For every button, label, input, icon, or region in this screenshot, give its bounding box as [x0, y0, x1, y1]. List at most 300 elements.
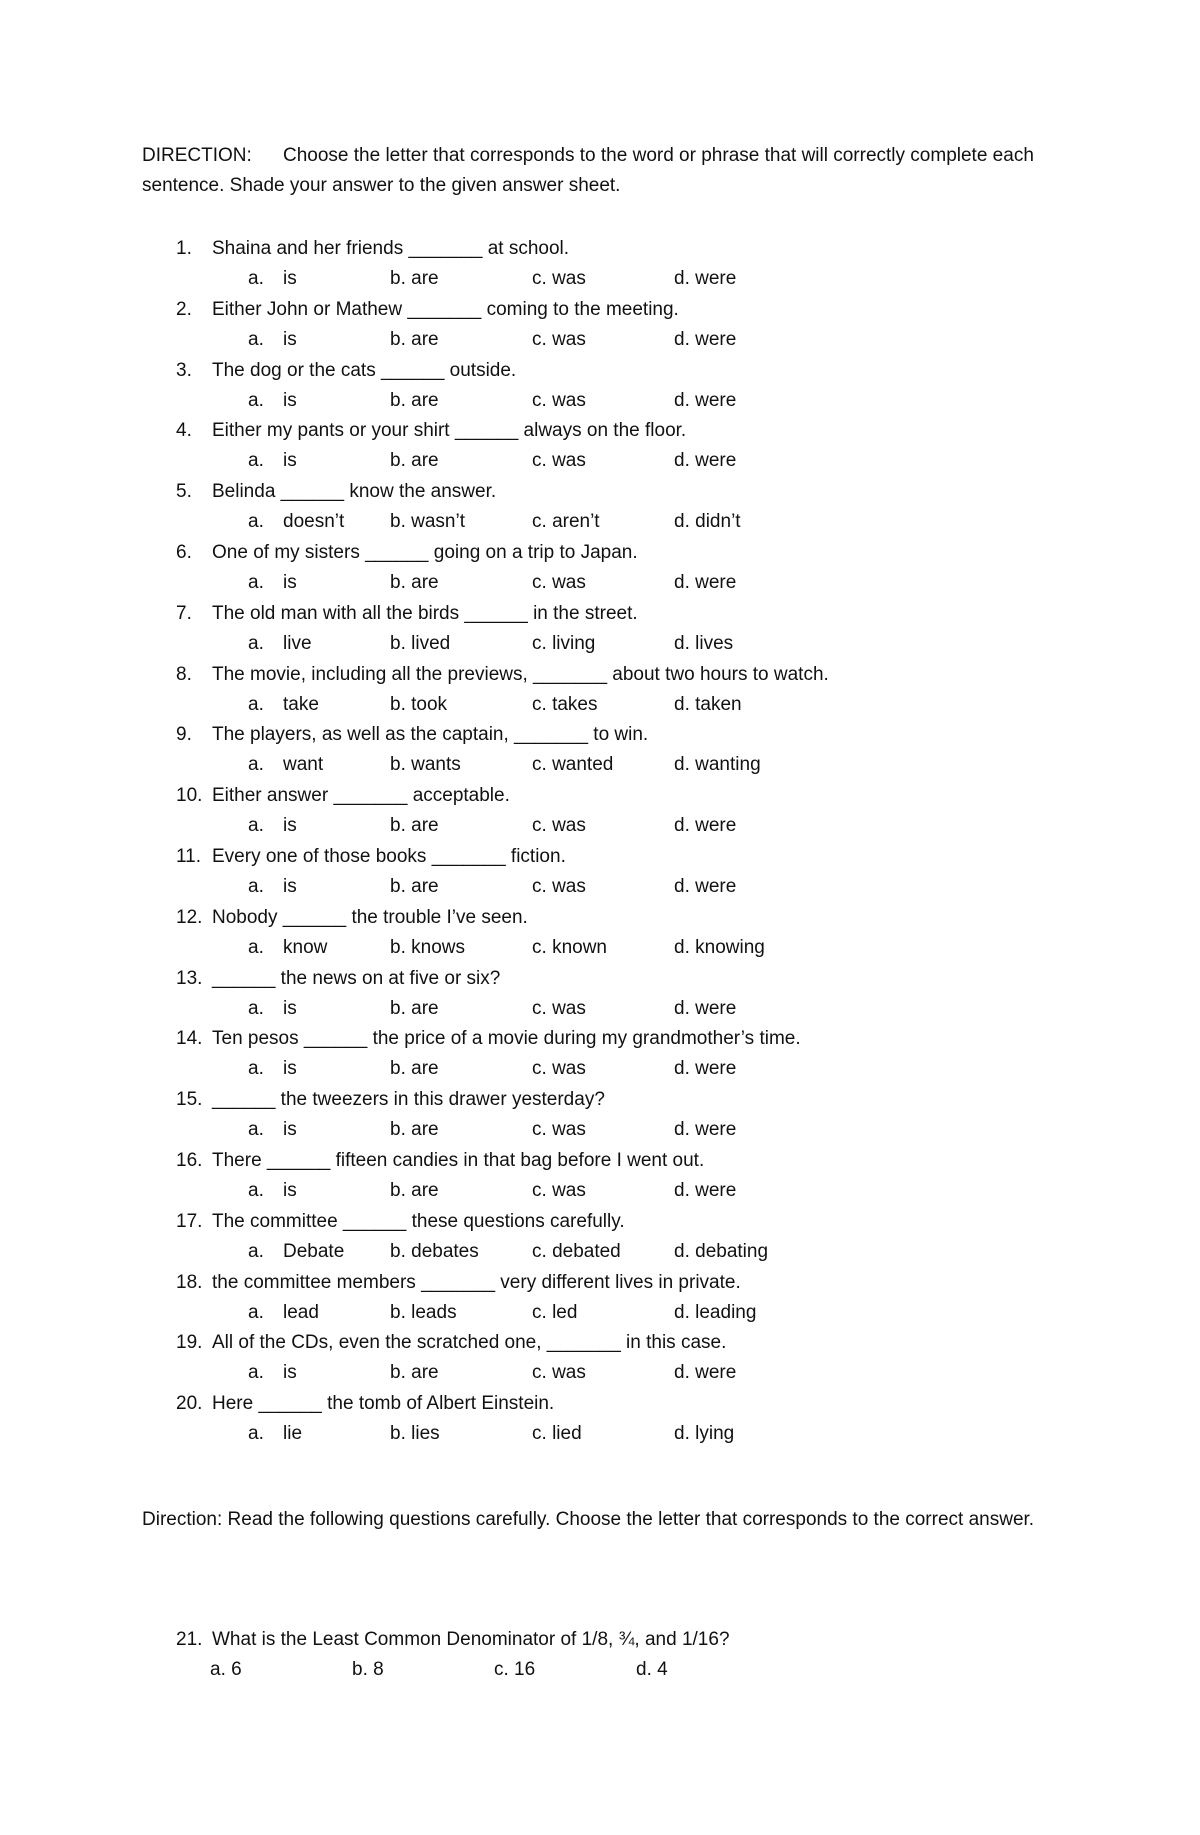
choice-text: were: [695, 815, 737, 837]
direction-label: DIRECTION:: [142, 145, 252, 166]
choice-b: [390, 994, 439, 1024]
choice-a: [248, 1054, 297, 1084]
choice-c: [532, 507, 600, 537]
question-number: 20.: [176, 1393, 203, 1415]
question-text: Ten pesos ______ the price of a movie during my grandmother’s time.: [212, 1028, 801, 1050]
choice-letter: c.: [532, 268, 547, 289]
question-item: [0, 356, 1200, 417]
choice-letter: d.: [674, 815, 690, 837]
question-line: [176, 356, 516, 386]
choice-text: taken: [695, 693, 742, 715]
question-line: [176, 1024, 801, 1054]
choice-letter: a.: [248, 632, 264, 654]
choice-letter: c.: [532, 693, 547, 715]
choice-letter: d.: [674, 511, 690, 533]
question-item: [0, 781, 1200, 842]
question-line: [176, 1625, 730, 1655]
choice-b: [390, 386, 439, 416]
question-item: [0, 295, 1200, 356]
choice-a: [248, 872, 297, 902]
choice-letter: b.: [390, 1362, 406, 1384]
choice-letter: d.: [674, 1423, 690, 1445]
question-text: Nobody ______ the trouble I’ve seen.: [212, 906, 528, 928]
choice-letter: d.: [674, 693, 690, 715]
choice-letter: b.: [390, 875, 406, 897]
choice-d: [674, 750, 761, 780]
choice-letter: c.: [532, 754, 547, 776]
choice-text: lived: [411, 632, 451, 654]
choice-b: [390, 1358, 439, 1388]
choice-text: is: [283, 571, 297, 593]
choice-text: was: [552, 1362, 586, 1384]
choice-text: lying: [695, 1423, 735, 1445]
choice-d: [674, 507, 741, 537]
choice-letter: d.: [674, 571, 690, 593]
choice-text: living: [552, 632, 596, 654]
question-line: [176, 781, 510, 811]
choice-text: was: [552, 815, 586, 837]
choice-b: [390, 1237, 479, 1267]
choice-letter: d.: [674, 875, 690, 897]
choice-a: [248, 690, 319, 720]
question-number: 19.: [176, 1332, 203, 1354]
choice-text: take: [283, 693, 319, 715]
choice-b: [390, 750, 461, 780]
choice-b: [390, 629, 450, 659]
choice-text: were: [695, 571, 737, 593]
choice-a: [248, 1298, 319, 1328]
choice-text: is: [283, 1119, 297, 1141]
choice-letter: a.: [248, 268, 264, 289]
question-line: [176, 1085, 605, 1115]
question-item: [0, 599, 1200, 660]
question-item: [0, 842, 1200, 903]
question-text: All of the CDs, even the scratched one, _______ in this case.: [212, 1332, 727, 1354]
choice-c: [532, 446, 586, 476]
choice-letter: b.: [390, 1240, 406, 1262]
choice-letter: a.: [248, 1240, 264, 1262]
choice-text: was: [552, 450, 586, 472]
choice-text: took: [411, 693, 448, 715]
choice-text: is: [283, 328, 297, 350]
choice-b: b. 8: [352, 1659, 384, 1680]
question-line: [176, 1328, 726, 1358]
choice-a: [248, 750, 323, 780]
question-text: Either John or Mathew _______ coming to the meeting.: [212, 298, 679, 320]
choice-letter: b.: [390, 511, 406, 533]
question-text: The dog or the cats ______ outside.: [212, 359, 517, 381]
choice-b: [390, 1298, 457, 1328]
choice-a: [248, 1237, 344, 1267]
question-line: [176, 416, 686, 446]
choice-c: [532, 811, 586, 841]
choice-c: [532, 1358, 586, 1388]
choice-letter: b.: [390, 1179, 406, 1201]
choice-text: known: [552, 936, 607, 958]
choice-letter: a.: [248, 389, 264, 411]
choice-text: was: [552, 1179, 586, 1201]
choice-letter: a.: [248, 1179, 264, 1201]
choice-letter: d.: [674, 1362, 690, 1384]
choice-text: were: [695, 1119, 737, 1141]
choice-letter: c.: [532, 450, 547, 472]
question-line: [176, 964, 500, 994]
question-list: [0, 234, 1200, 1450]
choice-text: are: [411, 1058, 439, 1080]
choice-letter: c.: [532, 1362, 547, 1384]
choice-text: lie: [283, 1423, 303, 1445]
question-text: There ______ fifteen candies in that bag before I went out.: [212, 1149, 705, 1171]
choice-c: c. 16: [494, 1659, 536, 1680]
choice-text: debated: [552, 1240, 621, 1262]
choice-letter: d.: [674, 936, 690, 958]
direction-instructions-2: Direction: Read the following questions carefully. Choose the letter that corresponds to the correct answer.: [142, 1509, 1035, 1530]
choice-b: [390, 446, 439, 476]
question-text: One of my sisters ______ going on a trip to Japan.: [212, 541, 638, 563]
choice-letter: a.: [248, 815, 264, 837]
choice-text: wants: [411, 754, 461, 776]
choice-letter: d.: [674, 450, 690, 472]
direction-text: Choose the letter that corresponds to the word or phrase that will correctly complete each sentence. Shade your answer to the given answer sheet.: [142, 145, 1034, 196]
choice-letter: d.: [674, 1240, 690, 1262]
choice-text: debating: [695, 1240, 769, 1262]
choice-a: [248, 811, 297, 841]
choice-text: led: [552, 1301, 578, 1323]
question-line: [176, 234, 569, 264]
choice-letter: c.: [532, 389, 547, 411]
choice-a: [248, 568, 297, 598]
choice-text: were: [695, 1058, 737, 1080]
choice-letter: a.: [248, 328, 264, 350]
choice-text: takes: [552, 693, 598, 715]
question-line: [176, 903, 528, 933]
choice-letter: b.: [390, 815, 406, 837]
choice-c: [532, 264, 586, 294]
choice-text: aren’t: [552, 511, 600, 533]
choice-b: [390, 507, 465, 537]
choice-text: was: [552, 389, 586, 411]
choice-c: [532, 994, 586, 1024]
question-number: 17.: [176, 1210, 203, 1232]
question-number: 9.: [176, 724, 192, 746]
choice-b: [390, 1054, 439, 1084]
question-text: Every one of those books _______ fiction.: [212, 845, 566, 867]
choice-c: [532, 325, 586, 355]
choice-letter: b.: [390, 1119, 406, 1141]
choice-letter: c.: [532, 1423, 547, 1445]
choice-c: [532, 1237, 621, 1267]
choice-c: [532, 1419, 582, 1449]
choice-letter: b.: [390, 997, 406, 1019]
question-line: [176, 1389, 554, 1419]
choice-letter: a.: [248, 693, 264, 715]
choice-text: were: [695, 268, 737, 289]
choice-b: [390, 1176, 439, 1206]
choice-text: was: [552, 328, 586, 350]
choice-d: [674, 1115, 736, 1145]
question-text: Either my pants or your shirt ______ always on the floor.: [212, 420, 687, 442]
choice-c: [532, 1115, 586, 1145]
choice-a: [248, 1115, 297, 1145]
question-number: 12.: [176, 906, 203, 928]
question-line: [176, 660, 829, 690]
choice-text: were: [695, 997, 737, 1019]
choice-d: [674, 872, 736, 902]
question-number: 15.: [176, 1089, 203, 1111]
question-item: [0, 1085, 1200, 1146]
choice-text: lies: [411, 1423, 440, 1445]
choice-text: wanting: [695, 754, 761, 776]
choice-letter: b.: [390, 693, 406, 715]
choice-letter: a.: [248, 875, 264, 897]
question-item: [0, 1207, 1200, 1268]
choice-text: were: [695, 1179, 737, 1201]
choice-letter: d.: [674, 754, 690, 776]
choice-d: [674, 690, 742, 720]
choice-text: are: [411, 875, 439, 897]
choice-d: [674, 568, 736, 598]
question-text: The movie, including all the previews, _______ about two hours to watch.: [212, 663, 829, 685]
choice-d: d. 4: [636, 1659, 668, 1680]
choice-text: lead: [283, 1301, 319, 1323]
question-item: [0, 964, 1200, 1025]
question-line: [176, 538, 638, 568]
choice-text: are: [411, 389, 439, 411]
choice-letter: c.: [532, 1240, 547, 1262]
choice-letter: d.: [674, 389, 690, 411]
question-item: [0, 903, 1200, 964]
choice-b: [390, 1419, 440, 1449]
choice-letter: a.: [248, 997, 264, 1019]
choice-text: is: [283, 815, 297, 837]
question-number: 11.: [176, 845, 202, 867]
question-item: [0, 1146, 1200, 1207]
choice-letter: a.: [248, 450, 264, 472]
question-number: 4.: [176, 420, 192, 442]
choice-text: know: [283, 936, 328, 958]
choice-d: [674, 446, 736, 476]
choice-b: [390, 811, 439, 841]
question-line: [176, 842, 566, 872]
question-number: 6.: [176, 541, 192, 563]
choice-letter: d.: [674, 328, 690, 350]
choice-d: [674, 1237, 768, 1267]
question-number: 8.: [176, 663, 192, 685]
choice-text: want: [283, 754, 324, 776]
choice-text: leads: [411, 1301, 457, 1323]
choice-letter: b.: [390, 754, 406, 776]
question-text: ______ the news on at five or six?: [212, 967, 501, 989]
choice-d: [674, 1298, 756, 1328]
choice-d: [674, 933, 765, 963]
choice-b: [390, 1115, 439, 1145]
choice-text: was: [552, 875, 586, 897]
choice-letter: a.: [248, 936, 264, 958]
choice-a: [248, 386, 297, 416]
choice-b: [390, 872, 439, 902]
choice-c: [532, 629, 595, 659]
choice-letter: d.: [674, 1301, 690, 1323]
choice-b: [390, 690, 447, 720]
choice-c: [532, 1298, 577, 1328]
question-number: 16.: [176, 1149, 203, 1171]
choice-letter: b.: [390, 571, 406, 593]
choice-text: is: [283, 1362, 297, 1384]
question-number: 2.: [176, 298, 192, 320]
choice-letter: a.: [248, 754, 264, 776]
question-line: [176, 720, 648, 750]
choice-b: [390, 568, 439, 598]
choice-d: [674, 264, 736, 294]
choice-text: were: [695, 450, 737, 472]
choice-d: [674, 1176, 736, 1206]
choice-text: is: [283, 268, 297, 289]
choice-b: [390, 325, 439, 355]
choice-letter: c.: [532, 875, 547, 897]
question-item: [0, 234, 1200, 295]
choice-letter: c.: [532, 997, 547, 1019]
choice-text: were: [695, 1362, 737, 1384]
choice-a: [248, 325, 297, 355]
choice-letter: a.: [248, 571, 264, 593]
choice-text: was: [552, 1058, 586, 1080]
question-item: [0, 1328, 1200, 1389]
choice-d: [674, 1358, 736, 1388]
choice-letter: c.: [532, 571, 547, 593]
question-line: [176, 295, 679, 325]
choice-d: [674, 811, 736, 841]
choice-text: are: [411, 1179, 439, 1201]
question-text: The committee ______ these questions carefully.: [212, 1210, 625, 1232]
choice-a: [248, 933, 327, 963]
choice-text: wanted: [552, 754, 614, 776]
choice-text: was: [552, 997, 586, 1019]
choice-text: lied: [552, 1423, 582, 1445]
question-item: [0, 538, 1200, 599]
question-number: 21.: [176, 1629, 203, 1650]
choice-letter: c.: [532, 328, 547, 350]
choice-letter: c.: [532, 1179, 547, 1201]
question-number: 5.: [176, 481, 192, 503]
question-number: 1.: [176, 238, 192, 259]
choice-text: doesn’t: [283, 511, 345, 533]
choice-d: [674, 1054, 736, 1084]
question-item: [0, 416, 1200, 477]
choice-d: [674, 994, 736, 1024]
question-item: [0, 477, 1200, 538]
question-number: 3.: [176, 359, 192, 381]
choice-letter: c.: [532, 1301, 547, 1323]
choice-a: [248, 1419, 302, 1449]
choice-text: is: [283, 450, 297, 472]
choice-letter: a.: [248, 1058, 264, 1080]
choice-letter: c.: [532, 936, 547, 958]
choice-c: [532, 568, 586, 598]
choice-a: [248, 629, 312, 659]
choice-letter: b.: [390, 450, 406, 472]
choice-text: leading: [695, 1301, 757, 1323]
choice-text: are: [411, 815, 439, 837]
choice-a: [248, 264, 297, 294]
choice-a: a. 6: [210, 1659, 242, 1680]
choice-letter: d.: [674, 632, 690, 654]
choice-letter: b.: [390, 328, 406, 350]
choice-d: [674, 325, 736, 355]
choice-text: was: [552, 571, 586, 593]
choice-d: [674, 386, 736, 416]
question-text: Either answer _______ acceptable.: [212, 785, 510, 807]
question-item: [0, 1024, 1200, 1085]
question-item: [0, 720, 1200, 781]
question-line: [176, 477, 496, 507]
direction-instructions: [142, 141, 1042, 201]
question-item: [0, 1389, 1200, 1450]
choice-letter: d.: [674, 1179, 690, 1201]
choice-text: are: [411, 450, 439, 472]
choice-c: [532, 1176, 586, 1206]
choice-letter: d.: [674, 997, 690, 1019]
choice-letter: b.: [390, 389, 406, 411]
choice-c: [532, 750, 613, 780]
choice-letter: b.: [390, 1301, 406, 1323]
choice-text: live: [283, 632, 312, 654]
choice-text: lives: [695, 632, 734, 654]
choice-letter: c.: [532, 1119, 547, 1141]
choice-text: were: [695, 328, 737, 350]
choice-text: are: [411, 997, 439, 1019]
choice-text: are: [411, 571, 439, 593]
choice-text: are: [411, 1362, 439, 1384]
choice-text: is: [283, 389, 297, 411]
question-number: 7.: [176, 602, 192, 624]
question-line: [176, 1207, 625, 1237]
choice-c: [532, 690, 597, 720]
choice-text: didn’t: [695, 511, 741, 533]
choice-letter: c.: [532, 632, 547, 654]
question-text: Here ______ the tomb of Albert Einstein.: [212, 1393, 555, 1415]
choice-a: [248, 1358, 297, 1388]
question-text: the committee members _______ very different lives in private.: [212, 1271, 741, 1293]
choice-text: was: [552, 268, 586, 289]
choice-text: wasn’t: [411, 511, 465, 533]
choice-b: [390, 264, 439, 294]
choice-letter: a.: [248, 1119, 264, 1141]
choice-letter: a.: [248, 511, 264, 533]
choice-text: knows: [411, 936, 465, 958]
question-text: Belinda ______ know the answer.: [212, 481, 497, 503]
choice-text: knowing: [695, 936, 765, 958]
question-text: The old man with all the birds ______ in the street.: [212, 602, 638, 624]
choice-text: Debate: [283, 1240, 345, 1262]
choice-a: [248, 446, 297, 476]
choice-d: [674, 629, 733, 659]
choice-letter: d.: [674, 1058, 690, 1080]
question-number: 10.: [176, 785, 203, 807]
choice-a: [248, 507, 344, 537]
choice-letter: a.: [248, 1301, 264, 1323]
choice-letter: b.: [390, 1058, 406, 1080]
question-number: 14.: [176, 1028, 203, 1050]
choice-text: is: [283, 1179, 297, 1201]
choice-c: [532, 386, 586, 416]
choice-letter: b.: [390, 1423, 406, 1445]
choice-letter: d.: [674, 1119, 690, 1141]
choice-letter: b.: [390, 936, 406, 958]
choice-text: were: [695, 875, 737, 897]
choice-a: [248, 1176, 297, 1206]
choice-letter: b.: [390, 268, 406, 289]
choice-text: are: [411, 268, 439, 289]
